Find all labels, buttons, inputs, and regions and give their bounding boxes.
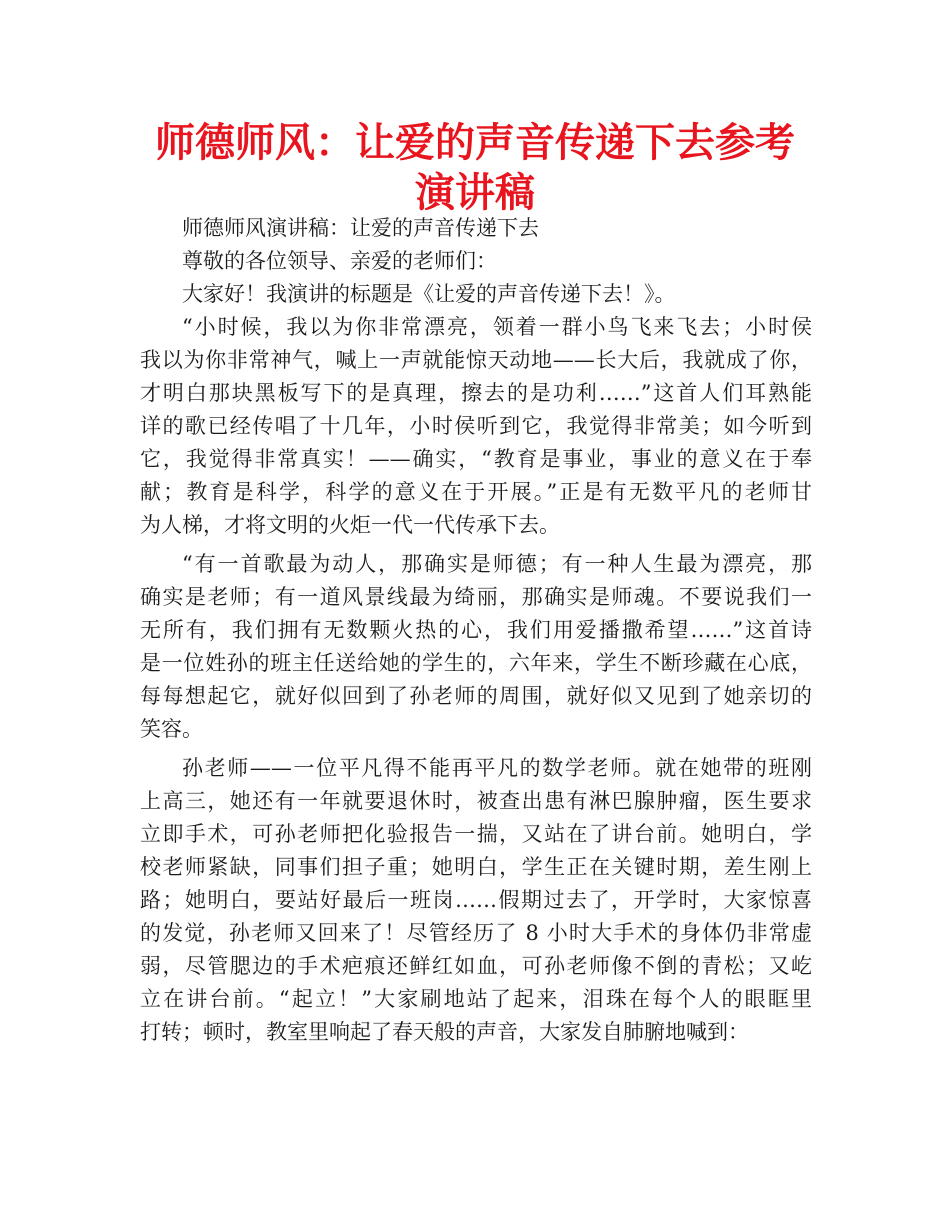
paragraph-line: 的发觉，孙老师又回来了！尽管经历了 8 小时大手术的身体仍非常虚 <box>140 921 812 945</box>
paragraph-line: 立在讲台前。“起立！”大家刷地站了起来，泪珠在每个人的眼眶里 <box>140 987 812 1011</box>
paragraph-line: “小时候，我以为你非常漂亮，领着一群小鸟飞来飞去；小时侯 <box>182 315 812 339</box>
paragraph-line: 孙老师——一位平凡得不能再平凡的数学老师。就在她带的班刚 <box>182 756 812 780</box>
paragraph-line: 立即手术，可孙老师把化验报告一揣，又站在了讲台前。她明白，学 <box>140 822 812 846</box>
paragraph-line: 大家好！我演讲的标题是《让爱的声音传递下去！》。 <box>182 282 676 306</box>
paragraph-line: 打转；顿时，教室里响起了春天般的声音，大家发自肺腑地喊到： <box>140 1020 749 1044</box>
paragraph-line: 是一位姓孙的班主任送给她的学生的，六年来，学生不断珍藏在心底， <box>140 651 812 675</box>
paragraph-line: 确实是老师；有一道风景线最为绮丽，那确实是师魂。不要说我们一 <box>140 585 812 609</box>
paragraph-line: 弱，尽管腮边的手术疤痕还鲜红如血，可孙老师像不倒的青松；又屹 <box>140 954 812 978</box>
paragraph <box>140 278 812 311</box>
paragraph <box>140 311 812 542</box>
paragraph <box>140 752 812 1049</box>
paragraph-line: 每每想起它，就好似回到了孙老师的周围，就好似又见到了她亲切的 <box>140 684 812 708</box>
paragraph-line: 路；她明白，要站好最后一班岗……假期过去了，开学时，大家惊喜 <box>140 888 812 912</box>
paragraph <box>140 548 812 746</box>
paragraph-line: “有一首歌最为动人，那确实是师德；有一种人生最为漂亮，那 <box>182 552 812 576</box>
paragraph-line: 我以为你非常神气，喊上一声就能惊天动地——长大后，我就成了你， <box>140 348 812 372</box>
document-title: 师德师风：让爱的声音传递下去参考演讲稿 <box>155 120 795 216</box>
paragraph-line: 笑容。 <box>140 717 203 741</box>
document-body <box>140 212 812 1049</box>
paragraph <box>140 212 812 245</box>
paragraph-line: 上高三，她还有一年就要退休时，被查出患有淋巴腺肿瘤，医生要求 <box>140 789 812 813</box>
paragraph-line: 师德师风演讲稿：让爱的声音传递下去 <box>182 216 539 240</box>
paragraph-line: 为人梯，才将文明的火炬一代一代传承下去。 <box>140 513 560 537</box>
paragraph-line: 献；教育是科学，科学的意义在于开展。”正是有无数平凡的老师甘 <box>140 480 812 504</box>
paragraph-line: 它，我觉得非常真实！——确实，“教育是事业，事业的意义在于奉 <box>140 447 812 471</box>
paragraph-line: 才明白那块黑板写下的是真理，擦去的是功利……”这首人们耳熟能 <box>140 381 812 405</box>
paragraph <box>140 245 812 278</box>
paragraph-line: 无所有，我们拥有无数颗火热的心，我们用爱播撒希望……”这首诗 <box>140 618 812 642</box>
paragraph-line: 详的歌已经传唱了十几年，小时侯听到它，我觉得非常美；如今听到 <box>140 414 812 438</box>
paragraph-line: 尊敬的各位领导、亲爱的老师们： <box>182 249 497 273</box>
paragraph-line: 校老师紧缺，同事们担子重；她明白，学生正在关键时期，差生刚上 <box>140 855 812 879</box>
